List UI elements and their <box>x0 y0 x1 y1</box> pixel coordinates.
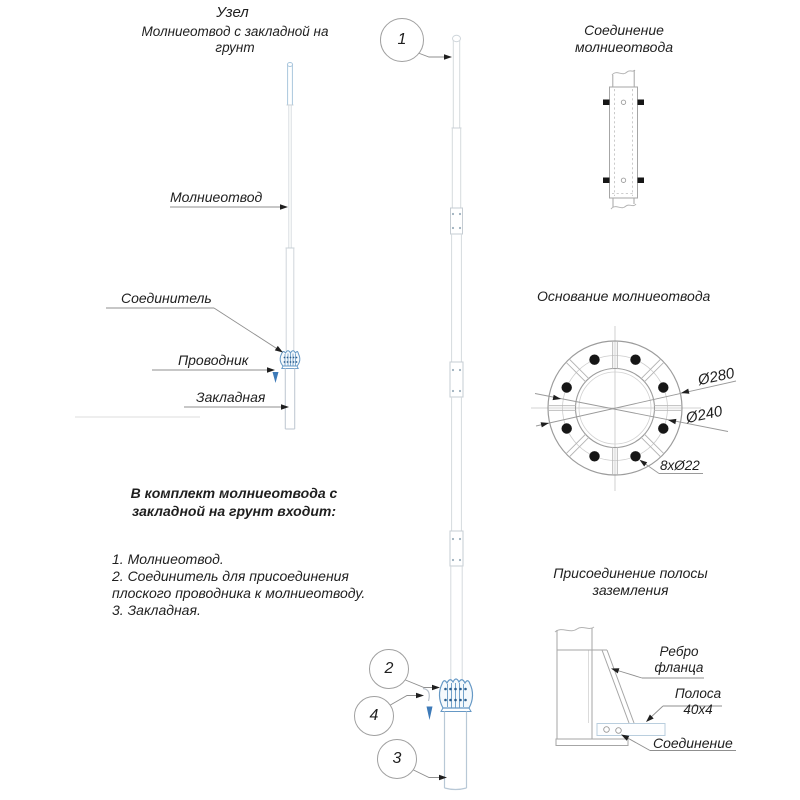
callout2-arrowhead <box>432 685 440 690</box>
node-subtitle: Молниеотвод с закладной на грунт <box>141 24 329 55</box>
label-leaders <box>106 204 289 409</box>
dim240-left-arrowhead <box>553 395 561 400</box>
label-flange-rib: Ребро фланца <box>654 644 704 675</box>
connection-detail-title: Соединение молниеотвода <box>574 22 673 55</box>
callout-4: 4 <box>354 696 394 736</box>
callout1-arrowhead <box>444 54 452 59</box>
kit-list <box>112 551 370 619</box>
label-rod: Молниеотвод <box>170 189 263 205</box>
kit-item-1: 1. Молниеотвод. <box>112 551 224 567</box>
label-ground-strip: Полоса 40x4 <box>674 686 722 717</box>
connection-detail-drawing <box>603 70 644 209</box>
flat-conductor-connector <box>439 679 472 712</box>
callout3-arrowhead <box>439 775 447 780</box>
dim-bolt-circle: Ø240 <box>684 402 724 427</box>
callout-1: 1 <box>380 18 424 62</box>
dim-bolt-holes: 8xØ22 <box>660 458 700 473</box>
callout-2: 2 <box>369 649 409 689</box>
dim280-right-arrowhead <box>681 389 689 394</box>
kit-heading: В комплект молниеотвода с закладной на грунт входит: <box>130 485 338 519</box>
dim-outer-diameter: Ø280 <box>696 364 736 389</box>
node-title: Узел <box>216 4 249 21</box>
kit-item-2: 2. Соединитель для присоединения плоского проводника к молниеотводу. <box>112 568 366 601</box>
conductor-direction-arrow-main <box>427 707 433 721</box>
label-joint: Соединение <box>653 735 733 751</box>
main-pole-drawing <box>423 35 473 789</box>
connector-arrowhead <box>275 346 283 353</box>
callout-3: 3 <box>377 739 417 779</box>
label-embed: Закладная <box>196 389 266 405</box>
dim280-left-arrowhead <box>541 422 549 427</box>
kit-item-3: 3. Закладная. <box>112 602 201 618</box>
label-conductor: Проводник <box>178 352 249 368</box>
label-connector: Соединитель <box>121 290 212 306</box>
strip-detail-title: Присоединение полосы заземления <box>553 565 708 598</box>
dim-holes-arrowhead <box>640 460 648 467</box>
base-detail-title: Основание молниеотвода <box>537 288 711 304</box>
conductor-arrowhead <box>267 367 275 372</box>
mini-pole-drawing <box>75 63 300 430</box>
callout4-arrowhead <box>416 693 424 698</box>
conductor-direction-arrow <box>273 372 279 383</box>
rod-arrowhead <box>280 204 288 209</box>
